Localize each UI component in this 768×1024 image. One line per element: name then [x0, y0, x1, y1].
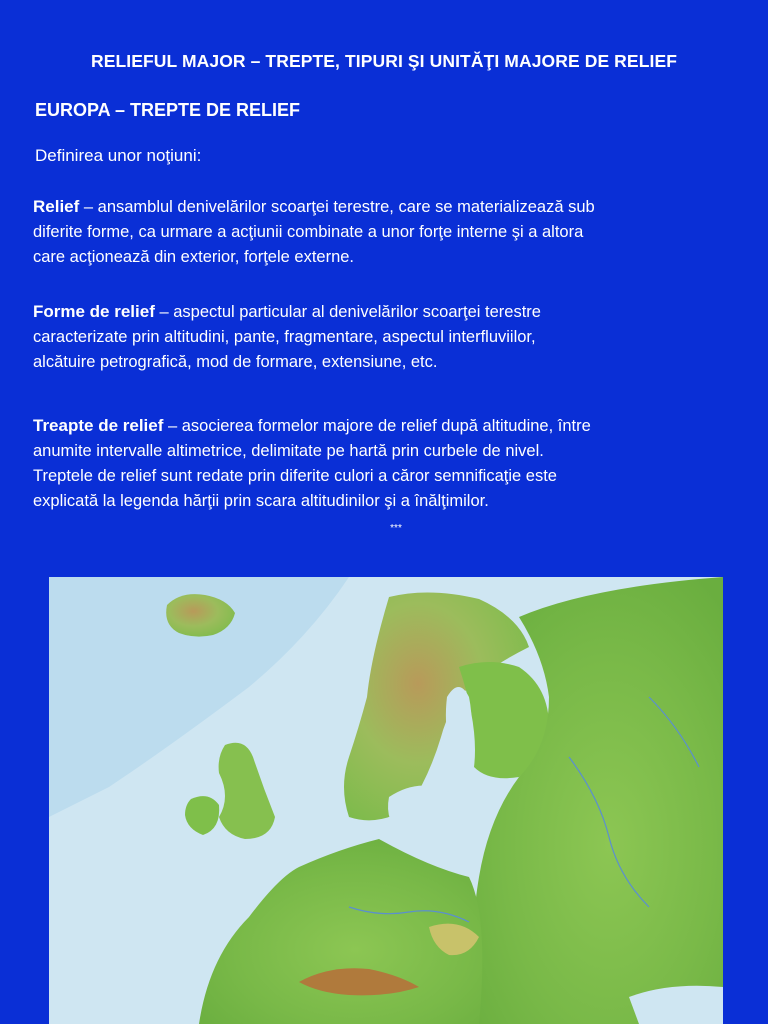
- definition-line: caracterizate prin altitudini, pante, fragmentare, aspectul interfluviilor,: [33, 328, 536, 346]
- definition-forme-de-relief: [33, 299, 541, 375]
- definition-line: – asocierea formelor majore de relief după altitudine, între: [163, 417, 591, 435]
- definition-term: Treapte de relief: [33, 416, 164, 435]
- definition-term: Forme de relief: [33, 302, 155, 321]
- map-image: [49, 577, 723, 1024]
- definition-line: – ansamblul denivelărilor scoarţei terestre, care se materializează sub: [79, 198, 595, 216]
- definition-line: – aspectul particular al denivelărilor scoarţei terestre: [154, 303, 541, 321]
- europe-relief-map: [49, 577, 723, 1024]
- definition-line: diferite forme, ca urmare a acţiunii combinate a unor forţe interne şi a altora: [33, 223, 584, 241]
- definition-term: Relief: [33, 197, 80, 216]
- definition-treapte-de-relief: [33, 413, 591, 514]
- definition-line: explicată la legenda hărţii prin scara altitudinilor şi a înălţimilor.: [33, 492, 489, 510]
- intro-text: Definirea unor noţiuni:: [35, 146, 202, 165]
- definition-line: anumite intervalle altimetrice, delimitate pe hartă prin curbele de nivel.: [33, 442, 544, 460]
- separator: ***: [390, 523, 402, 534]
- definition-relief: [33, 194, 595, 270]
- definition-line: alcătuire petrografică, mod de formare, extensiune, etc.: [33, 353, 438, 371]
- page-title: RELIEFUL MAJOR – TREPTE, TIPURI ŞI UNITĂŢI MAJORE DE RELIEF: [90, 51, 678, 71]
- definition-line: care acţionează din exterior, forţele externe.: [33, 248, 355, 266]
- section-title: EUROPA – TREPTE DE RELIEF: [35, 100, 301, 120]
- definition-line: Treptele de relief sunt redate prin diferite culori a căror semnificaţie este: [33, 467, 557, 485]
